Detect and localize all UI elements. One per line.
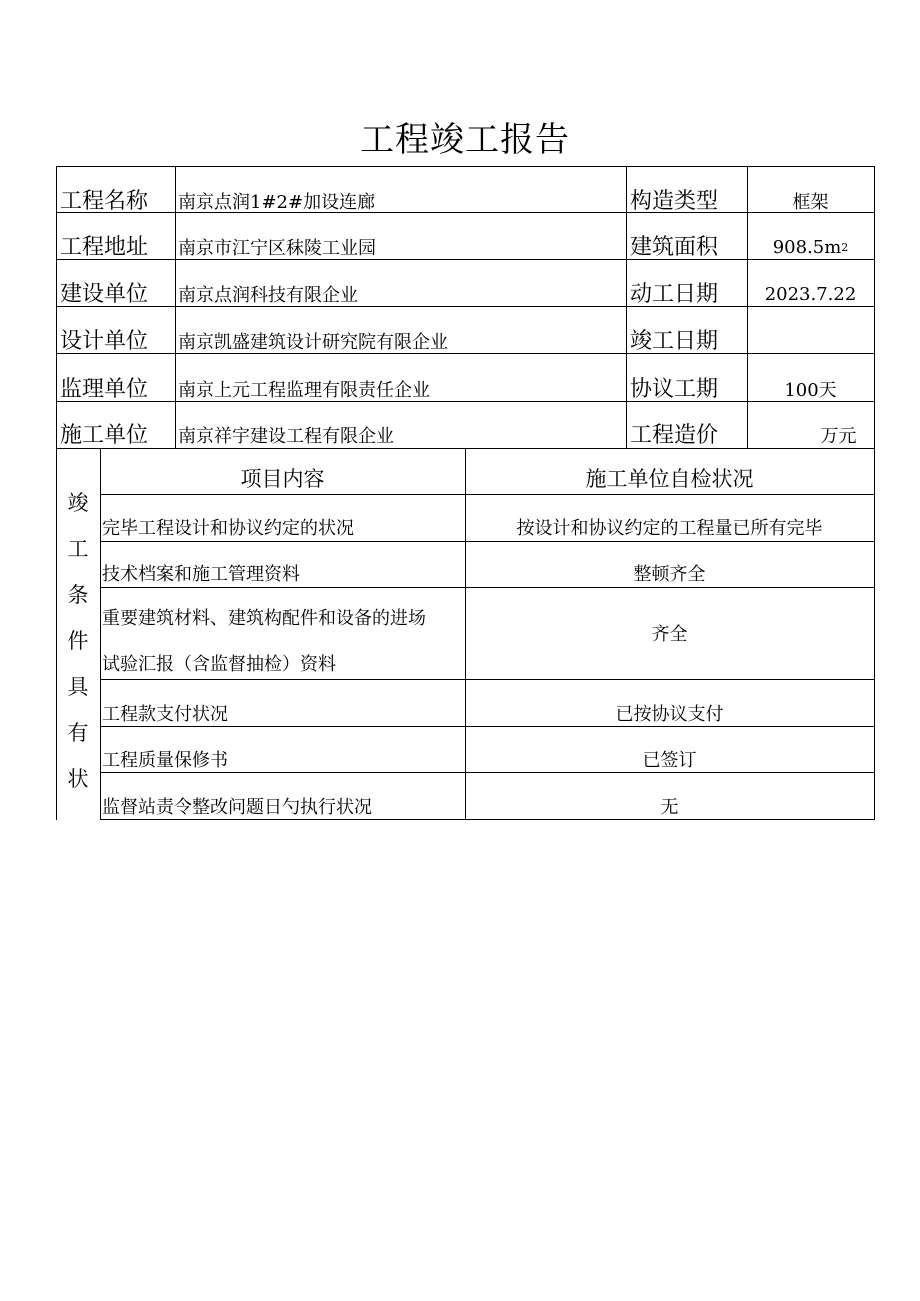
side-char: 条	[67, 583, 89, 607]
table-border-right	[874, 166, 875, 820]
side-char: 工	[67, 537, 89, 561]
info-value: 南京祥宇建设工程有限企业	[178, 426, 394, 447]
info-label: 构造类型	[630, 188, 719, 214]
side-char: 状	[67, 767, 89, 791]
condition-result: 按设计和协议约定的工程量已所有完毕	[516, 518, 823, 539]
superscript: 2	[841, 240, 849, 254]
condition-result: 齐全	[651, 624, 688, 645]
info-label: 建设单位	[60, 281, 149, 307]
condition-item: 重要建筑材料、建筑构配件和设备的进场	[102, 608, 426, 629]
info-value: 南京上元工程监理有限责任企业	[178, 380, 430, 401]
info-value: 南京点润科技有限企业	[178, 285, 358, 306]
building-area-value	[747, 226, 874, 268]
side-char: 竣	[67, 491, 89, 515]
info-value: 2023.7.22	[764, 283, 857, 305]
info-value: 100天	[784, 380, 837, 401]
condition-result: 整顿齐全	[633, 564, 706, 585]
info-value: 框架	[792, 192, 829, 213]
info-value: 万元	[820, 426, 857, 447]
info-label: 工程地址	[60, 234, 149, 260]
table-border-top	[56, 166, 875, 167]
info-value: 908.5m	[772, 236, 842, 258]
condition-result: 已按协议支付	[615, 704, 724, 725]
info-value	[747, 320, 874, 362]
info-label: 工程名称	[60, 188, 149, 214]
info-value: 南京凯盛建筑设计研究院有限企业	[178, 332, 448, 353]
info-label: 协议工期	[630, 376, 719, 402]
side-char: 有	[67, 721, 89, 745]
header-item: 项目内容	[240, 467, 325, 491]
info-label: 施工单位	[60, 422, 149, 448]
side-char: 具	[67, 675, 89, 699]
info-value: 南京市江宁区秣陵工业园	[178, 238, 376, 259]
header-result: 施工单位自检状况	[585, 467, 754, 491]
info-value: 南京点润1#2#加设连廊	[178, 192, 376, 213]
info-label: 动工日期	[630, 281, 719, 307]
condition-result: 已签订	[642, 750, 697, 771]
condition-item: 完毕工程设计和协议约定的状况	[102, 518, 354, 539]
condition-item: 监督站责令整改问题日勺执行状况	[102, 797, 372, 818]
side-char: 件	[67, 629, 89, 653]
info-label: 设计单位	[60, 328, 149, 354]
info-label: 竣工日期	[630, 328, 719, 354]
condition-item: 工程质量保修书	[102, 750, 228, 771]
page-title: 工程竣工报告	[360, 120, 570, 160]
condition-item: 工程款支付状况	[102, 704, 228, 725]
condition-result: 无	[660, 797, 679, 818]
condition-item: 技术档案和施工管理资料	[102, 564, 300, 585]
info-label: 工程造价	[630, 422, 719, 448]
info-label: 监理单位	[60, 376, 149, 402]
condition-item-line2: 试验汇报（含监督抽检）资料	[102, 654, 336, 675]
conditions-side-label	[56, 480, 100, 802]
info-label: 建筑面积	[630, 234, 719, 260]
